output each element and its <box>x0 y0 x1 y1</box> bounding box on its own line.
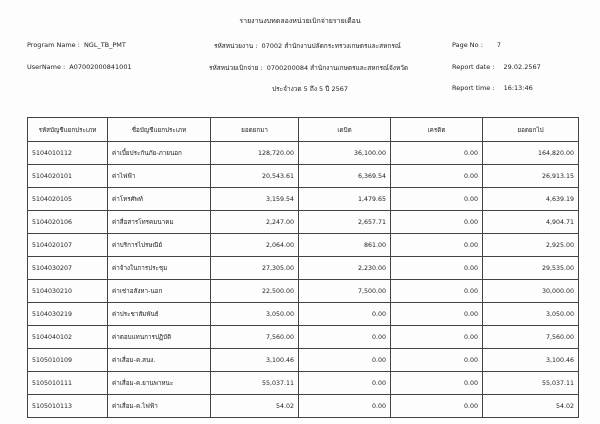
agency-label: รหัสหน่วยงาน : <box>214 42 258 50</box>
table-row <box>28 234 579 257</box>
disbursing-unit-value: 0700200084 สำนักงานเกษตรและสหกรณ์จังหวัด <box>266 64 409 72</box>
account-name-cell: ค่าเสื่อม-ค.สนง. <box>108 349 211 372</box>
debit-cell: 0.00 <box>299 349 391 372</box>
credit-cell: 0.00 <box>391 165 483 188</box>
disbursing-unit-label: รหัสหน่วยเบิกจ่าย : <box>209 64 263 72</box>
report-date-value: 29.02.2567 <box>503 63 541 71</box>
opening-balance-cell: 2,247.00 <box>211 211 299 234</box>
debit-cell: 7,500.00 <box>299 280 391 303</box>
account-name-cell: ค่าเช่าอสังหา-นอก <box>108 280 211 303</box>
closing-balance-cell: 7,560.00 <box>483 326 579 349</box>
closing-balance-cell: 4,904.71 <box>483 211 579 234</box>
closing-balance-cell: 3,100.46 <box>483 349 579 372</box>
header-opening-balance: ยอดยกมา <box>211 118 299 142</box>
credit-cell: 0.00 <box>391 280 483 303</box>
account-code-cell: 5105010109 <box>28 349 108 372</box>
credit-cell: 0.00 <box>391 188 483 211</box>
opening-balance-cell: 54.02 <box>211 395 299 418</box>
closing-balance-cell: 2,925.00 <box>483 234 579 257</box>
closing-balance-cell: 3,050.00 <box>483 303 579 326</box>
credit-cell: 0.00 <box>391 303 483 326</box>
report-time-row <box>452 84 533 92</box>
account-name-cell: ค่าสื่อสารโทรคมนาคม <box>108 211 211 234</box>
program-name-row <box>27 41 126 49</box>
page-number-value: 7 <box>496 41 502 49</box>
credit-cell: 0.00 <box>391 395 483 418</box>
account-name-cell: ค่าเสื่อม-ค.ยานพาหนะ <box>108 372 211 395</box>
header-closing-balance: ยอดยกไป <box>483 118 579 142</box>
debit-cell: 861.00 <box>299 234 391 257</box>
page-number-row <box>452 41 501 49</box>
username-row <box>27 63 132 71</box>
username-value: A07002000841001 <box>69 63 132 71</box>
account-name-cell: ค่าบริการไปรษณีย์ <box>108 234 211 257</box>
closing-balance-cell: 164,820.00 <box>483 142 579 165</box>
header-debit: เดบิต <box>299 118 391 142</box>
table-row <box>28 372 579 395</box>
table-row <box>28 326 579 349</box>
opening-balance-cell: 27,305.00 <box>211 257 299 280</box>
closing-balance-cell: 30,000.00 <box>483 280 579 303</box>
debit-cell: 0.00 <box>299 326 391 349</box>
disbursing-unit-row <box>209 63 408 73</box>
account-name-cell: ค่าเสื่อม-ค.ไฟฟ้า <box>108 395 211 418</box>
closing-balance-cell: 26,913.15 <box>483 165 579 188</box>
account-code-cell: 5104040102 <box>28 326 108 349</box>
username-label: UserName : <box>27 63 66 71</box>
report-date-row <box>452 63 541 71</box>
account-code-cell: 5104020105 <box>28 188 108 211</box>
table-row <box>28 303 579 326</box>
credit-cell: 0.00 <box>391 372 483 395</box>
debit-cell: 2,230.00 <box>299 257 391 280</box>
debit-cell: 36,100.00 <box>299 142 391 165</box>
opening-balance-cell: 20,543.61 <box>211 165 299 188</box>
closing-balance-cell: 55,037.11 <box>483 372 579 395</box>
debit-cell: 0.00 <box>299 372 391 395</box>
debit-cell: 2,657.71 <box>299 211 391 234</box>
program-name-label: Program Name : <box>27 41 80 49</box>
debit-cell: 0.00 <box>299 303 391 326</box>
table-header-row <box>28 118 579 142</box>
credit-cell: 0.00 <box>391 326 483 349</box>
table-row <box>28 280 579 303</box>
credit-cell: 0.00 <box>391 234 483 257</box>
credit-cell: 0.00 <box>391 257 483 280</box>
credit-cell: 0.00 <box>391 349 483 372</box>
account-name-cell: ค่าประชาสัมพันธ์ <box>108 303 211 326</box>
opening-balance-cell: 7,560.00 <box>211 326 299 349</box>
period-text: ประจำงวด 5 ถึง 5 ปี 2567 <box>272 85 348 93</box>
header-account-name: ชื่อบัญชีแยกประเภท <box>108 118 211 142</box>
debit-cell: 0.00 <box>299 395 391 418</box>
agency-row <box>214 41 401 51</box>
account-code-cell: 5104020101 <box>28 165 108 188</box>
debit-cell: 6,369.54 <box>299 165 391 188</box>
account-name-cell: ค่าเบี้ยประกันภัย-ภายนอก <box>108 142 211 165</box>
report-time-label: Report time : <box>452 84 495 92</box>
header-credit: เครดิต <box>391 118 483 142</box>
account-code-cell: 5105010113 <box>28 395 108 418</box>
table-row <box>28 165 579 188</box>
credit-cell: 0.00 <box>391 211 483 234</box>
table-row <box>28 188 579 211</box>
opening-balance-cell: 3,050.00 <box>211 303 299 326</box>
account-code-cell: 5105010111 <box>28 372 108 395</box>
table-row <box>28 142 579 165</box>
table-body <box>28 142 579 418</box>
account-name-cell: ค่าโทรศัพท์ <box>108 188 211 211</box>
account-code-cell: 5104020106 <box>28 211 108 234</box>
account-code-cell: 5104030207 <box>28 257 108 280</box>
table-row <box>28 395 579 418</box>
account-code-cell: 5104030210 <box>28 280 108 303</box>
report-date-label: Report date : <box>452 63 495 71</box>
debit-cell: 1,479.65 <box>299 188 391 211</box>
account-code-cell: 5104030219 <box>28 303 108 326</box>
trial-balance-table <box>27 117 579 418</box>
program-name-value: NGL_TB_PMT <box>83 41 126 49</box>
header-account-code: รหัสบัญชีแยกประเภท <box>28 118 108 142</box>
table-row <box>28 257 579 280</box>
account-name-cell: ค่าตอบแทนการปฏิบัติ <box>108 326 211 349</box>
credit-cell: 0.00 <box>391 142 483 165</box>
account-code-cell: 5104020107 <box>28 234 108 257</box>
table-row <box>28 349 579 372</box>
report-time-value: 16:13:46 <box>503 84 533 92</box>
closing-balance-cell: 54.02 <box>483 395 579 418</box>
table-row <box>28 211 579 234</box>
closing-balance-cell: 4,639.19 <box>483 188 579 211</box>
opening-balance-cell: 128,720.00 <box>211 142 299 165</box>
opening-balance-cell: 22,500.00 <box>211 280 299 303</box>
account-name-cell: ค่าไฟฟ้า <box>108 165 211 188</box>
closing-balance-cell: 29,535.00 <box>483 257 579 280</box>
opening-balance-cell: 2,064.00 <box>211 234 299 257</box>
opening-balance-cell: 55,037.11 <box>211 372 299 395</box>
page-number-label: Page No : <box>452 41 483 49</box>
opening-balance-cell: 3,159.54 <box>211 188 299 211</box>
opening-balance-cell: 3,100.46 <box>211 349 299 372</box>
agency-value: 07002 สำนักงานปลัดกระทรวงเกษตรและสหกรณ์ <box>261 42 401 50</box>
account-name-cell: ค่าจ้างในการประชุม <box>108 257 211 280</box>
account-code-cell: 5104010112 <box>28 142 108 165</box>
report-title: รายงานงบทดลองหน่วยเบิกจ่ายรายเดือน <box>239 17 361 25</box>
